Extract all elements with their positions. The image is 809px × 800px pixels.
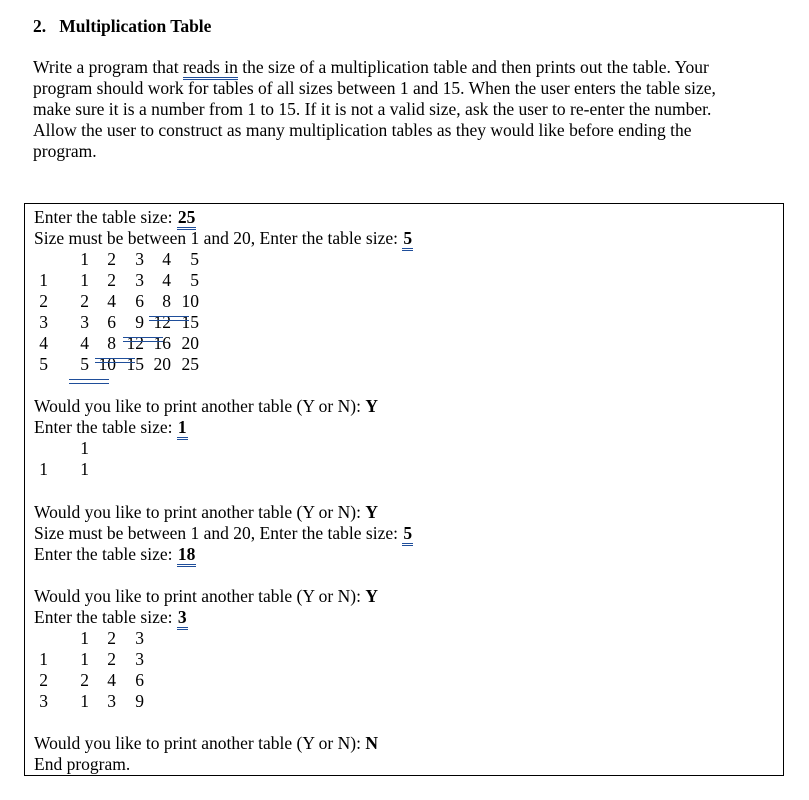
table-cell: 9 — [135, 691, 144, 711]
output-line — [34, 523, 413, 544]
table-cell: 20 — [181, 333, 199, 353]
output-line — [34, 207, 196, 228]
user-answer: Y — [365, 502, 378, 522]
table-cell: 3 — [135, 628, 144, 648]
table-cell: 3 — [39, 312, 48, 332]
table-cell: 3 — [135, 270, 144, 290]
table-cell: 1 — [80, 691, 89, 711]
table-cell: 3 — [80, 312, 89, 332]
table-cell: 1 — [80, 649, 89, 669]
output-line — [34, 417, 188, 438]
section-heading: 2. Multiplication Table — [33, 16, 212, 36]
spellcheck-underline — [95, 358, 135, 363]
user-input: 1 — [177, 417, 188, 440]
error-text: Size must be between 1 and 20, Enter the table size: — [34, 228, 403, 248]
user-answer: N — [365, 733, 378, 753]
table-cell: 1 — [80, 438, 89, 458]
prompt-text: Enter the table size: — [34, 417, 177, 437]
output-line — [34, 502, 378, 523]
spellcheck-underline — [149, 316, 189, 321]
table-cell: 4 — [107, 670, 116, 690]
para-line-3: make sure it is a number from 1 to 15. If it is not a valid size, ask the user to re-enter the number. — [33, 99, 712, 119]
table-cell: 1 — [39, 649, 48, 669]
table-cell: 2 — [107, 270, 116, 290]
table-cell: 4 — [162, 270, 171, 290]
prompt-text: Would you like to print another table (Y or N): — [34, 733, 366, 753]
table-cell: 10 — [98, 354, 116, 374]
table-cell: 4 — [107, 291, 116, 311]
output-line — [34, 586, 378, 607]
table-cell: 3 — [135, 649, 144, 669]
prompt-text: Enter the table size: — [34, 607, 177, 627]
table-cell: 5 — [190, 249, 199, 269]
user-input: 18 — [177, 544, 197, 567]
para-line-4: Allow the user to construct as many multiplication tables as they would like before ending the — [33, 120, 692, 140]
table-cell: 8 — [107, 333, 116, 353]
table-cell: 5 — [190, 270, 199, 290]
table-cell: 15 — [181, 312, 199, 332]
table-cell: 1 — [80, 249, 89, 269]
user-input: 25 — [177, 207, 197, 230]
problem-description — [33, 57, 763, 162]
table-cell: 1 — [39, 459, 48, 479]
spellcheck-underlined-text: reads in — [183, 57, 238, 80]
output-line — [34, 754, 130, 775]
table-cell: 1 — [80, 459, 89, 479]
prompt-text: Would you like to print another table (Y or N): — [34, 586, 366, 606]
table-cell: 16 — [153, 333, 171, 353]
table-cell: 3 — [135, 249, 144, 269]
output-line — [34, 607, 188, 628]
table-cell: 3 — [107, 691, 116, 711]
prompt-text: Would you like to print another table (Y or N): — [34, 396, 366, 416]
table-cell: 2 — [80, 291, 89, 311]
table-cell: 12 — [153, 312, 171, 332]
user-answer: Y — [365, 396, 378, 416]
output-line — [34, 396, 378, 417]
table-cell: 2 — [107, 628, 116, 648]
output-line — [34, 733, 378, 754]
table-cell: 4 — [39, 333, 48, 353]
table-cell: 2 — [107, 249, 116, 269]
table-cell: 5 — [80, 354, 89, 374]
table-cell: 8 — [162, 291, 171, 311]
para-line-5: program. — [33, 141, 97, 161]
table-cell: 4 — [162, 249, 171, 269]
table-cell: 2 — [107, 649, 116, 669]
prompt-text: Enter the table size: — [34, 207, 177, 227]
table-cell: 1 — [80, 270, 89, 290]
table-cell: 25 — [181, 354, 199, 374]
error-text: Size must be between 1 and 20, Enter the table size: — [34, 523, 403, 543]
table-cell: 5 — [39, 354, 48, 374]
end-text: End program. — [34, 754, 131, 774]
table-cell: 1 — [80, 628, 89, 648]
sample-output-box — [24, 203, 784, 776]
table-cell: 2 — [80, 670, 89, 690]
table-cell: 6 — [135, 670, 144, 690]
table-cell: 2 — [39, 670, 48, 690]
table-cell: 9 — [135, 312, 144, 332]
table-cell: 15 — [126, 354, 144, 374]
spellcheck-underline — [123, 337, 163, 342]
output-line — [34, 544, 196, 565]
output-line — [34, 228, 413, 249]
prompt-text: Would you like to print another table (Y or N): — [34, 502, 366, 522]
user-answer: Y — [365, 586, 378, 606]
table-cell: 6 — [135, 291, 144, 311]
table-cell: 12 — [126, 333, 144, 353]
para-line-1-a: Write a program that — [33, 57, 183, 77]
table-cell: 1 — [39, 270, 48, 290]
table-cell: 3 — [39, 691, 48, 711]
spellcheck-underline — [69, 379, 109, 384]
user-input: 3 — [177, 607, 188, 630]
table-cell: 6 — [107, 312, 116, 332]
table-cell: 2 — [39, 291, 48, 311]
user-input: 5 — [402, 523, 413, 546]
para-line-1 — [33, 57, 763, 78]
para-line-1-c: the size of a multiplication table and then prints out the table. Your — [237, 57, 709, 77]
para-line-2: program should work for tables of all sizes between 1 and 15. When the user enters the table size, — [33, 78, 716, 98]
user-input: 5 — [402, 228, 413, 251]
table-cell: 10 — [181, 291, 199, 311]
table-cell: 4 — [80, 333, 89, 353]
prompt-text: Enter the table size: — [34, 544, 177, 564]
table-cell: 20 — [153, 354, 171, 374]
